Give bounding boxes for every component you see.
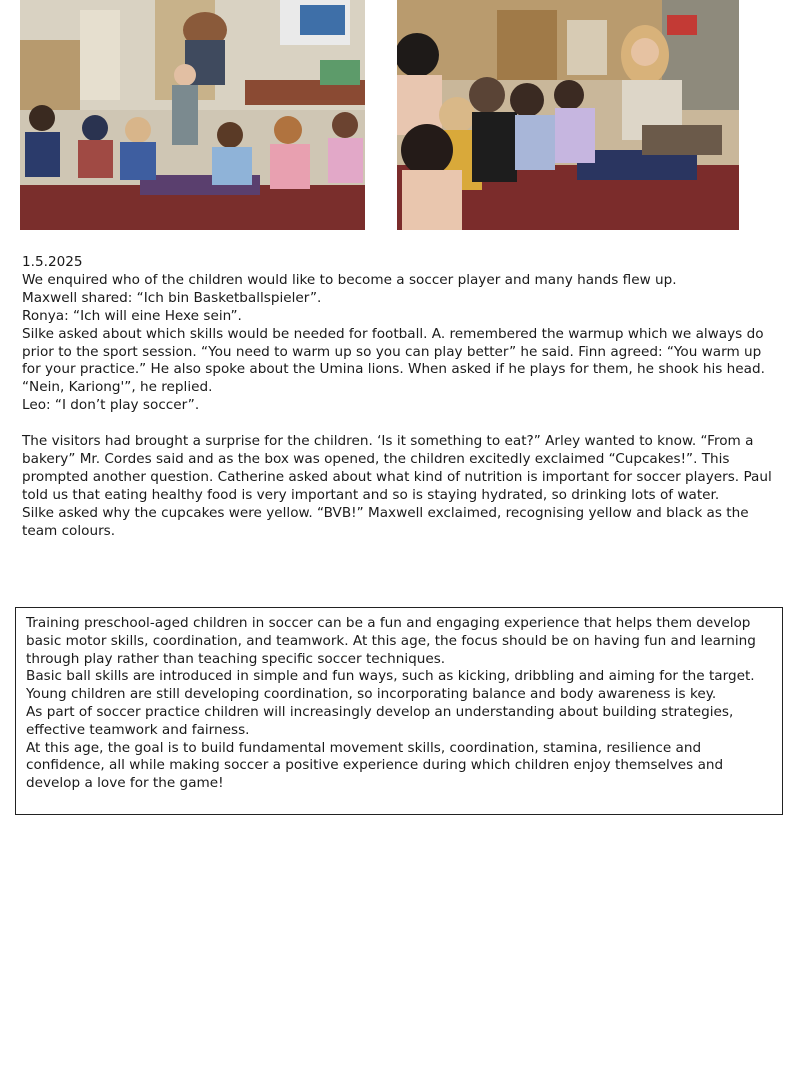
journal-paragraph: Silke asked why the cupcakes were yellow. “BVB!” Maxwell exclaimed, recognising yellow and black as the team colours. — [22, 504, 749, 539]
info-paragraph: Training preschool-aged children in soccer can be a fun and engaging experience that helps them develop basic motor skills, coordination, and teamwork. At this age, the focus should be on having fun and learning through play rather than teaching specific soccer techniques. — [26, 615, 756, 667]
journal-line: We enquired who of the children would like to become a soccer player and many hands flew up. — [22, 271, 677, 288]
children-with-teacher-clapping-photo — [397, 0, 739, 230]
journal-line: Ronya: “Ich will eine Hexe sein”. — [22, 307, 242, 324]
soccer-training-info-box — [15, 607, 783, 815]
journal-line: Maxwell shared: “Ich bin Basketballspieler”. — [22, 289, 322, 306]
journal-line: Leo: “I don’t play soccer”. — [22, 397, 200, 414]
paragraph-gap — [22, 415, 782, 433]
info-paragraph: Basic ball skills are introduced in simple and fun ways, such as kicking, dribbling and aiming for the target. Young children are still developing coordination, so incorporating balance and body awareness is key. — [26, 668, 755, 703]
journal-line: Silke asked about which skills would be needed for football. A. remembered the warmup which we always do prior to the sport session. “You need to warm up so you can play better” he said. Finn agreed: “You warm up for your practice.” He also spoke about the Umina lions. When asked if he plays for them, he shook his head. “Nein, Kariong'”, he replied. — [22, 325, 765, 396]
classroom-children-sitting-photo — [20, 0, 365, 230]
info-paragraph: At this age, the goal is to build fundamental movement skills, coordination, stamina, resilience and confidence, all while making soccer a positive experience during which children enjoy themselves and develop a love for the game! — [26, 739, 724, 792]
journal-entry — [22, 254, 782, 540]
journal-date: 1.5.2025 — [22, 254, 83, 270]
journal-paragraph: The visitors had brought a surprise for the children. ‘Is it something to eat?” Arley wanted to know. “From a bakery” Mr. Cordes said and as the box was opened, the children excitedly exclaimed “Cupcakes!”. This prompted another question. Catherine asked about what kind of nutrition is important for soccer players. Paul told us that eating healthy food is very important and so is staying hydrated, so drinking lots of water. — [22, 433, 772, 503]
info-paragraph: As part of soccer practice children will increasingly develop an understanding about building strategies, effective teamwork and fairness. — [26, 703, 734, 738]
